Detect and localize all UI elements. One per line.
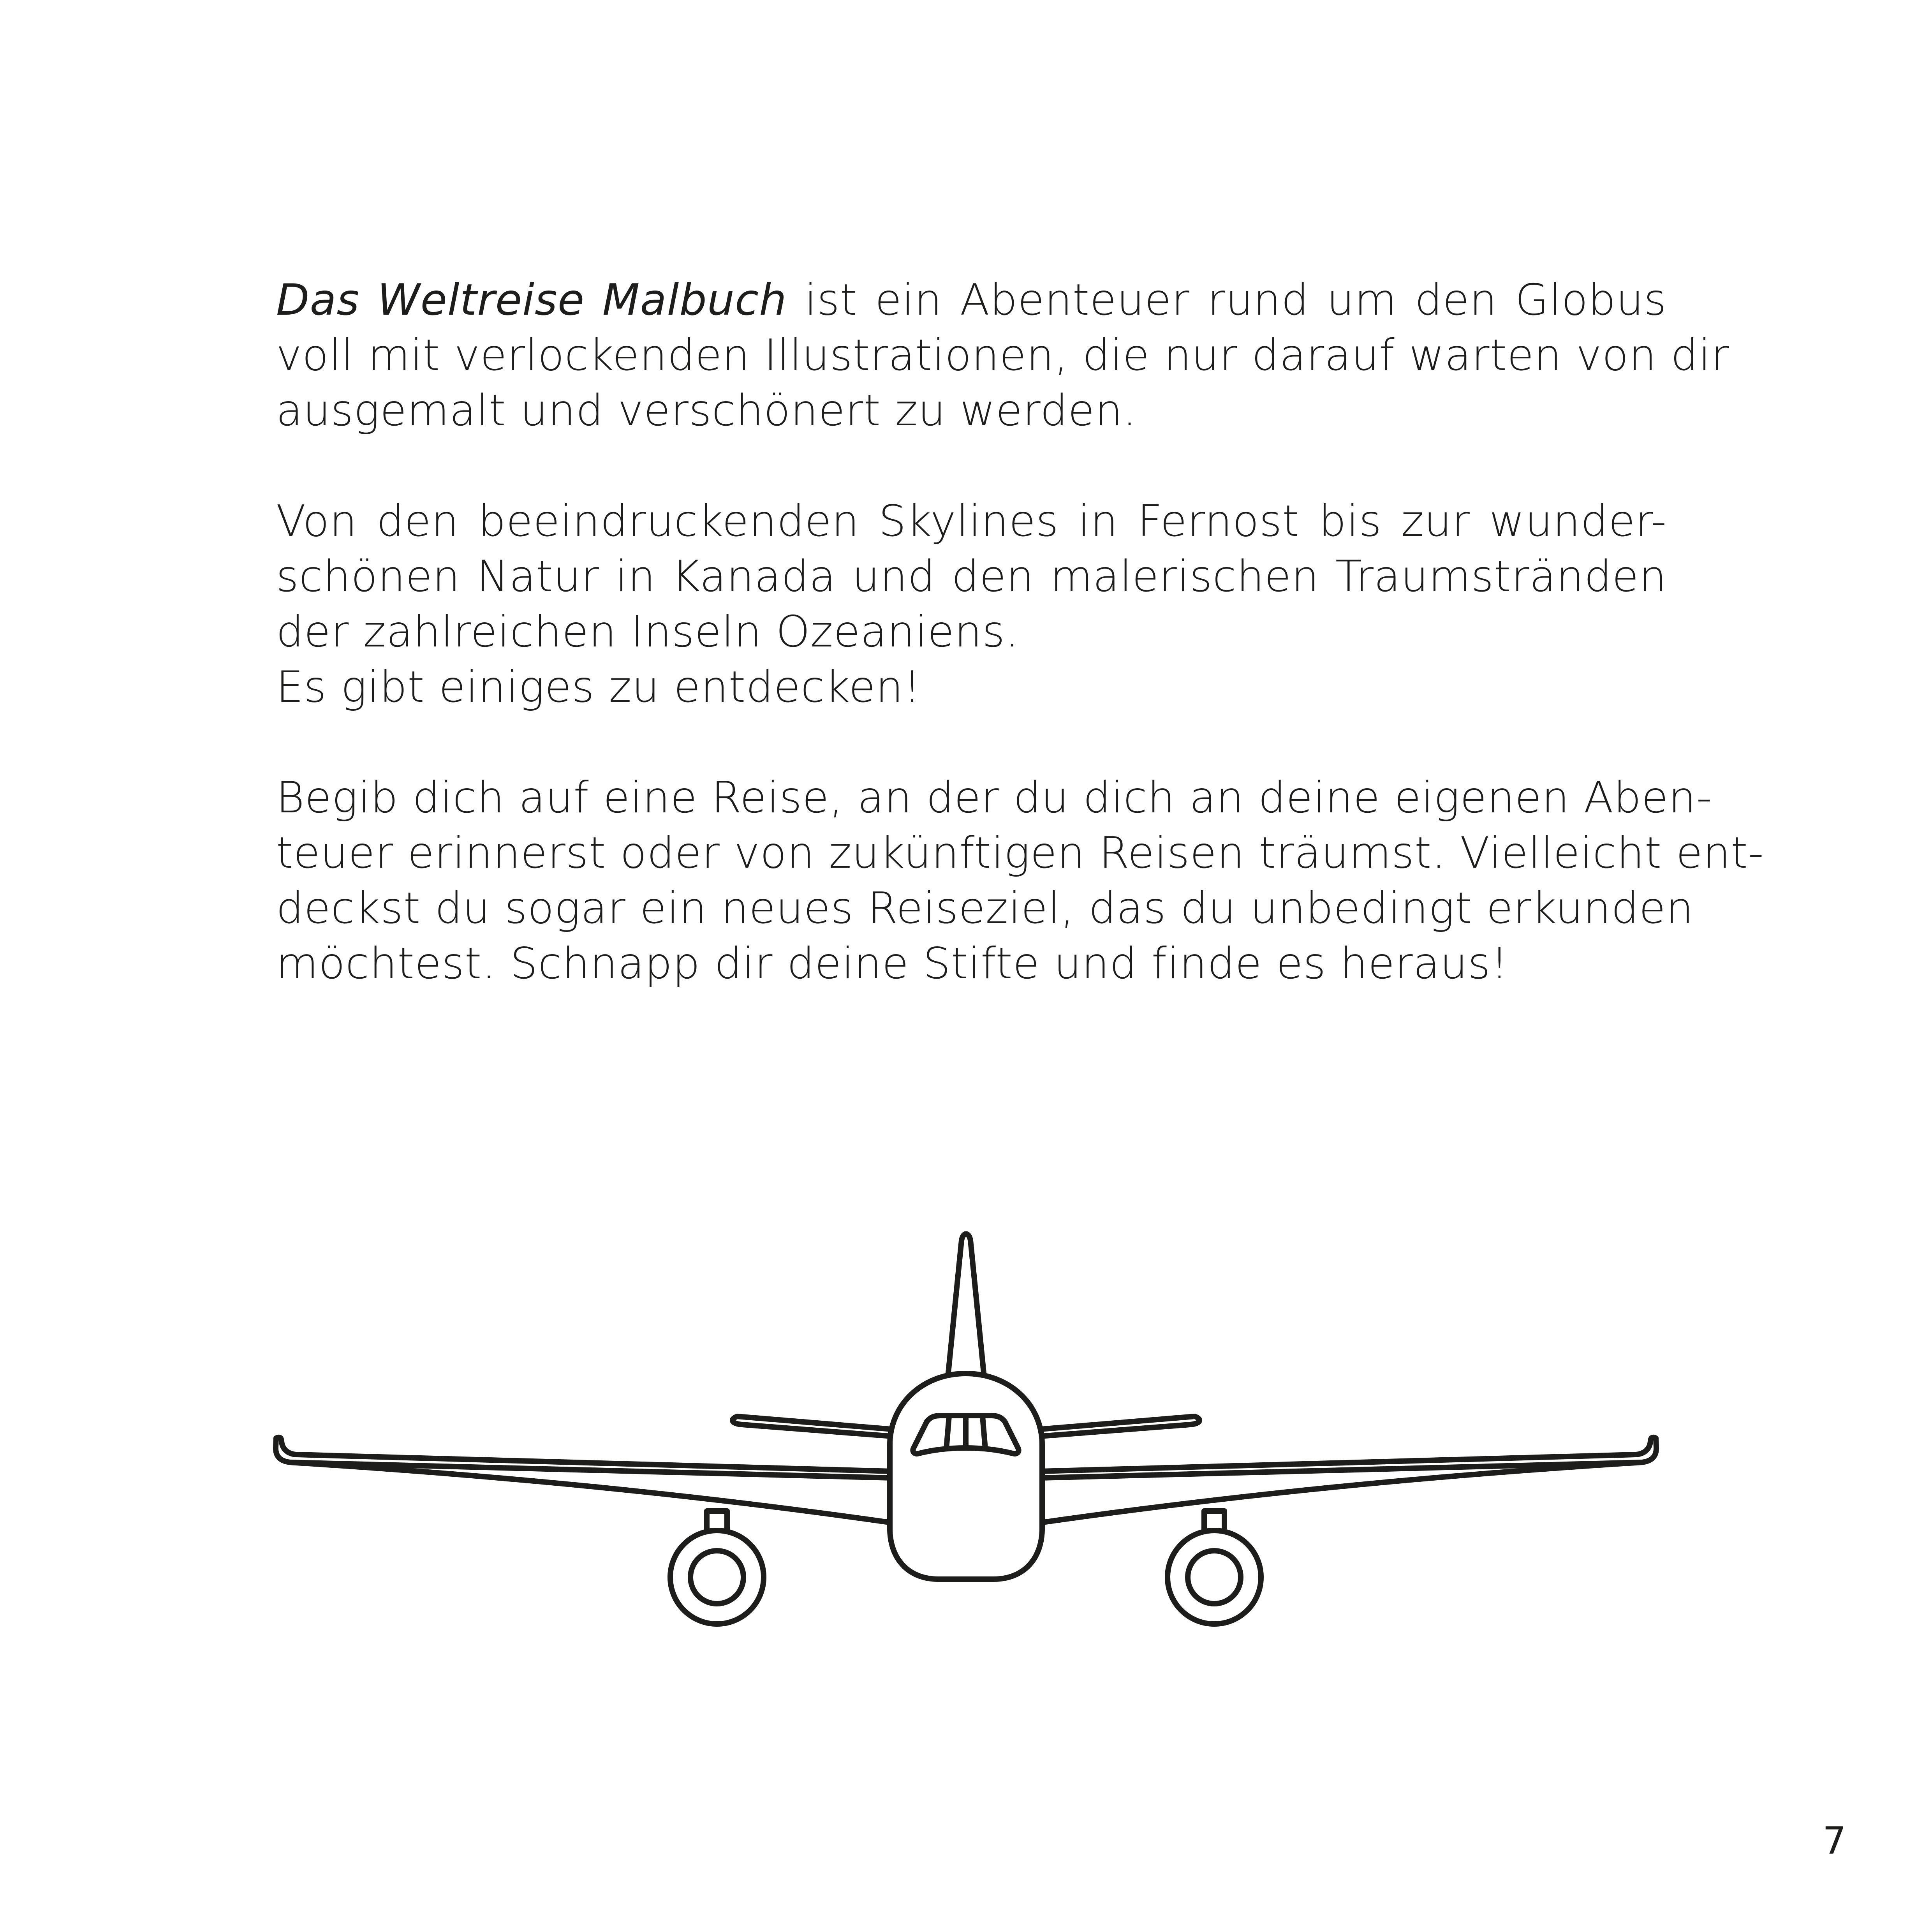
destinations-line-2: schönen Natur in Kanada und den malerischen Traumstränden [276,551,1667,602]
left-engine [670,1530,764,1624]
destinations-line-3: der zahlreichen Inseln Ozeaniens. [276,607,1020,657]
left-stabilizer [733,1416,892,1436]
intro-line-3: ausgemalt und verschönert zu werden. [276,386,1137,436]
windshield-divider-right [983,1416,985,1449]
page-number: 7 [1822,1819,1846,1863]
windshield-divider-left [946,1416,949,1449]
right-wing [1040,1437,1656,1478]
intro-line-1-rest: ist ein Abenteuer rund um den Globus [787,275,1667,325]
intro-line-2: voll mit verlockenden Illustrationen, die nur darauf warten von dir [276,330,1729,380]
destinations-line-4: Es gibt einiges zu entdecken! [276,662,921,712]
tail-fin [948,1234,984,1377]
invitation-line-3: deckst du sogar ein neues Reiseziel, das du unbedingt erkunden [276,883,1694,933]
right-stabilizer [1040,1416,1199,1436]
fuselage [890,1374,1042,1579]
book-title: Das Weltreise Malbuch [276,275,787,325]
right-engine [1168,1530,1261,1624]
left-wing [276,1437,892,1478]
invitation-line-4: möchtest. Schnapp dir deine Stifte und finde es heraus! [276,939,1509,989]
invitation-line-2: teuer erinnerst oder von zukünftigen Reisen träumst. Vielleicht ent- [276,828,1764,878]
destinations-line-1: Von den beeindruckenden Skylines in Fernost bis zur wunder- [276,496,1667,546]
invitation-line-1: Begib dich auf eine Reise, an der du dich an deine eigenen Aben- [276,773,1712,823]
